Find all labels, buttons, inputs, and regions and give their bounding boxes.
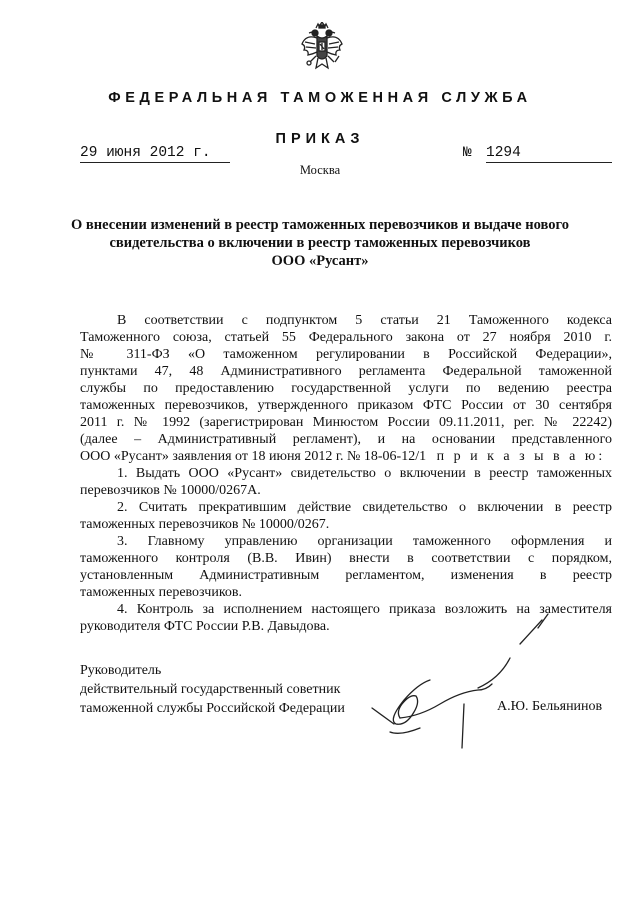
title-line: О внесении изменений в реестр таможенных перевозчиков и выдаче нового <box>71 217 569 233</box>
signatory-title: Руководитель <box>80 663 162 678</box>
body-line: таможенных перевозчиков. <box>80 585 243 600</box>
title-line: ООО «Русант» <box>271 253 369 269</box>
body-line: службы по предоставлению государственной услуги по ведению реестра <box>80 381 612 396</box>
body-line: установленным Административным регламентом, изменения в реестр <box>80 568 612 583</box>
body-line: таможенных перевозчиков, утвержденного приказом ФТС России от 30 сентября <box>80 398 612 413</box>
body-line-text: ООО «Русант» заявления от 18 июня 2012 г. № 18-06-12/1 <box>80 449 427 464</box>
agency-name: ФЕДЕРАЛЬНАЯ ТАМОЖЕННАЯ СЛУЖБА <box>108 90 532 106</box>
order-keyword: п р и к а з ы в а ю: <box>436 449 606 464</box>
body-line: Таможенного союза, статьей 55 Федерального закона от 27 ноября 2010 г. <box>80 330 612 345</box>
body-line: 4. Контроль за исполнением настоящего приказа возложить на заместителя <box>117 602 612 617</box>
title-line: свидетельства о включении в реестр таможенных перевозчиков <box>109 235 531 251</box>
body-line: перевозчиков № 10000/0267А. <box>80 483 261 498</box>
document-body <box>80 312 612 635</box>
body-line: 3. Главному управлению организации таможенного оформления и <box>117 534 612 549</box>
order-number: 1294 <box>486 145 612 163</box>
body-line: В соответствии с подпунктом 5 статьи 21 Таможенного кодекса <box>117 313 612 328</box>
order-number-prefix: № <box>463 145 472 161</box>
body-line: пунктами 47, 48 Административного регламента Федеральной таможенной <box>80 364 612 379</box>
signatory-block <box>80 661 345 718</box>
signatory-rank: действительный государственный советник <box>80 682 341 697</box>
body-line: 1. Выдать ООО «Русант» свидетельство о включении в реестр таможенных <box>117 466 612 481</box>
body-line: таможенных перевозчиков № 10000/0267. <box>80 517 330 532</box>
body-line: 2. Считать прекратившим действие свидетельство о включении в реестр <box>117 500 612 515</box>
double-headed-eagle-emblem-icon <box>300 22 344 74</box>
document-type: ПРИКАЗ <box>275 131 365 147</box>
issue-city: Москва <box>299 163 341 177</box>
body-line: № 311-ФЗ «О таможенном регулировании в Российской Федерации», <box>80 347 612 362</box>
body-line: 2011 г. № 1992 (зарегистрирован Минюстом России 09.11.2011, рег. № 22242) <box>80 415 612 430</box>
body-line: (далее – Административный регламент), и на основании представленного <box>80 432 612 447</box>
order-date: 29 июня 2012 г. <box>80 145 230 163</box>
body-line <box>80 448 612 465</box>
signatory-name: А.Ю. Бельянинов <box>497 699 603 714</box>
body-line: руководителя ФТС России Р.В. Давыдова. <box>80 619 330 634</box>
body-line: таможенного контроля (В.В. Ивин) внести в соответствии с порядком, <box>80 551 612 566</box>
signatory-rank: таможенной службы Российской Федерации <box>80 701 345 716</box>
handwritten-signature <box>360 608 560 758</box>
document-title <box>70 216 570 270</box>
